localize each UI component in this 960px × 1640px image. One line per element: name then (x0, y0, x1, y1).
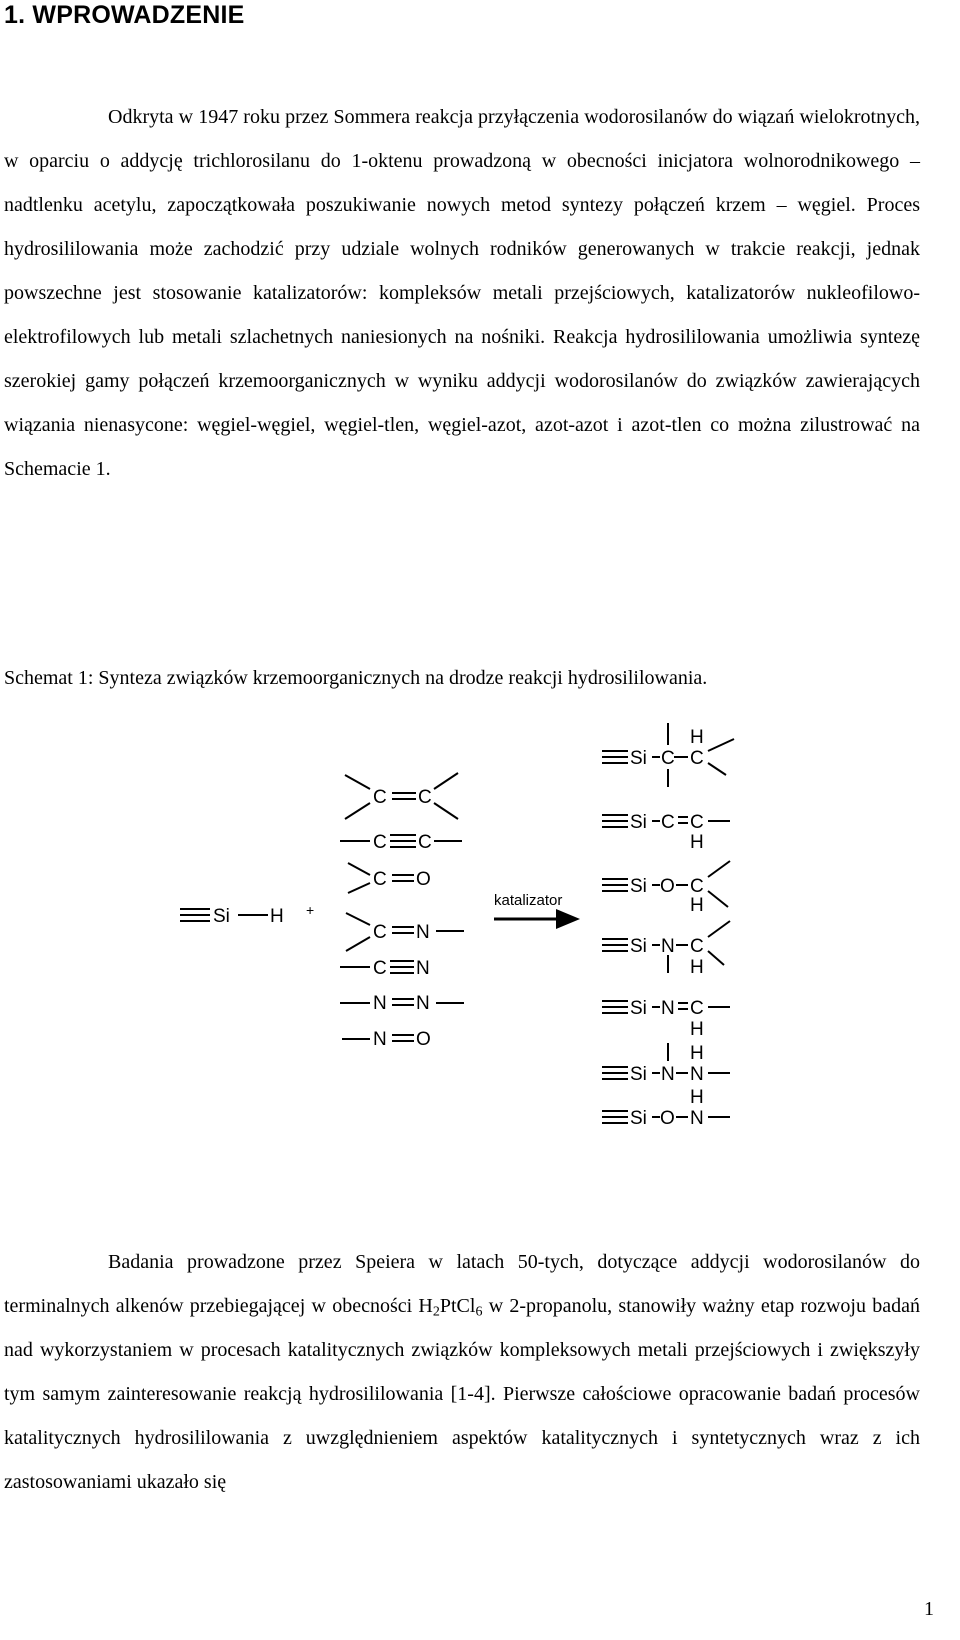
product-atom: O (660, 876, 675, 897)
product-h: H (690, 1087, 704, 1108)
substrate-atom: C (418, 787, 432, 808)
substrate-atom: C (373, 922, 387, 943)
product-si: Si (630, 1064, 647, 1085)
product-atom: C (690, 936, 704, 957)
substrate-atom: C (373, 958, 387, 979)
substrate-atom: C (373, 832, 387, 853)
substrate-atom: C (373, 787, 387, 808)
product-h: H (690, 957, 704, 978)
product-atom: N (661, 998, 675, 1019)
substrate-atom: N (373, 1029, 387, 1050)
page-number: 1 (924, 1598, 934, 1620)
product-si: Si (630, 998, 647, 1019)
substrate-atom: N (373, 993, 387, 1014)
product-atom: C (690, 748, 704, 769)
product-si: Si (630, 812, 647, 833)
substrate-atom: O (416, 869, 431, 890)
product-h: H (690, 727, 704, 748)
section-heading: 1. WPROWADZENIE (4, 1, 245, 29)
substrate-atom: C (418, 832, 432, 853)
reactant-si: Si (213, 906, 230, 927)
product-atom: O (660, 1108, 675, 1129)
arrow-label: katalizator (494, 892, 563, 909)
substrate-atom: N (416, 922, 430, 943)
product-si: Si (630, 748, 647, 769)
product-atom: N (661, 1064, 675, 1085)
substrate-atom: C (373, 869, 387, 890)
product-si: Si (630, 936, 647, 957)
product-atom: C (661, 812, 675, 833)
substrate-atom: O (416, 1029, 431, 1050)
paragraph-text: Badania prowadzone przez Speiera w latach 50-tych, dotyczące addycji wodorosilanów do terminalnych alkenów przebiegającej w obecności $H_2PtCl_6$ w 2-propanolu, stanowiły ważny etap rozwoju badań nad wykorzystaniem w procesach katalitycznych związków kompleksowych metali przejściowych i zwiększyły tym samym zainteresowanie reakcją hydrosililowania [1-4]. Pierwsze całościowe opracowanie badań procesów katalitycznych hydrosililowania z uwzględnieniem aspektów katalitycznych i syntetycznych wraz z ich zastosowaniami ukazało się (4, 1251, 920, 1493)
product-atom: N (661, 936, 675, 957)
reactant-h: H (270, 906, 284, 927)
product-h: H (690, 1043, 704, 1064)
reaction-scheme (0, 727, 960, 1175)
product-atom: N (690, 1108, 704, 1129)
product-atom: C (690, 812, 704, 833)
product-atom: C (690, 876, 704, 897)
paragraph-text: Odkryta w 1947 roku przez Sommera reakcja przyłączenia wodorosilanów do wiązań wielokrotnych, w oparciu o addycję trichlorosilanu do 1-oktenu prowadzoną w obecności inicjatora wolnorodnikowego – nadtlenku acetylu, zapoczątkowała poszukiwanie nowych metod syntezy połączeń krzem – węgiel. Proces hydrosililowania może zachodzić przy udziale wolnych rodników generowanych w trakcie reakcji, jednak powszechne jest stosowanie katalizatorów: kompleksów metali przejściowych, katalizatorów nukleofilowo-elektrofilowych lub metali szlachetnych naniesionych na nośniki. Reakcja hydrosililowania umożliwia syntezę szerokiej gamy połączeń krzemoorganicznych w wyniku addycji wodorosilanów do związków zawierających wiązania nienasycone: węgiel-węgiel, węgiel-tlen, węgiel-azot, azot-azot i azot-tlen co można zilustrować na Schemacie 1. (4, 106, 920, 480)
product-si: Si (630, 1108, 647, 1129)
product-si: Si (630, 876, 647, 897)
substrate-atom: N (416, 958, 430, 979)
product-h: H (690, 895, 704, 916)
substrate-atom: N (416, 993, 430, 1014)
product-atom: C (690, 998, 704, 1019)
body-paragraph (4, 1240, 920, 1504)
scheme-caption: Schemat 1: Synteza związków krzemoorganicznych na drodze reakcji hydrosililowania. (4, 667, 708, 689)
product-atom: N (690, 1064, 704, 1085)
product-h: H (690, 1019, 704, 1040)
plus-sign: + (306, 902, 315, 918)
intro-paragraph (4, 95, 920, 491)
product-atom: C (661, 748, 675, 769)
product-h: H (690, 832, 704, 853)
